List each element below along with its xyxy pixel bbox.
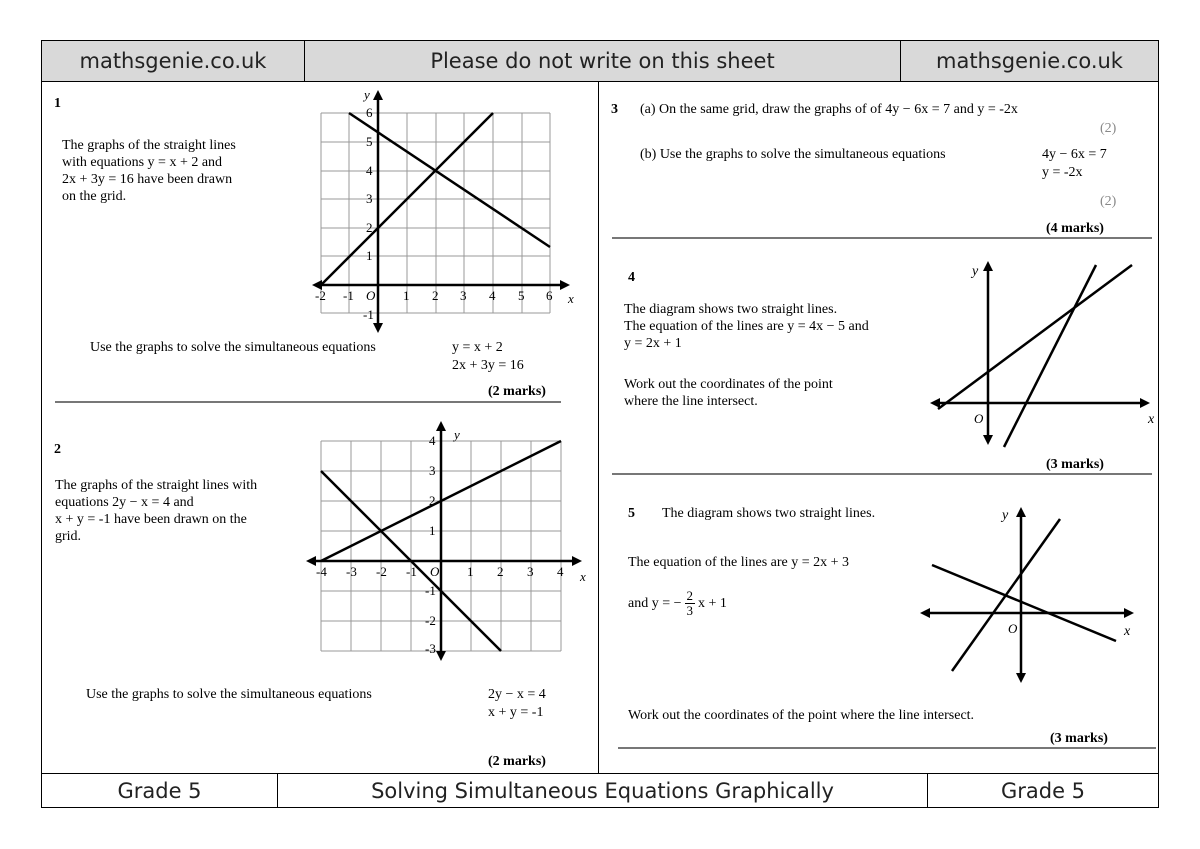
q1-xtick: 2 [432, 288, 439, 303]
q2-marks: (2 marks) [488, 754, 546, 769]
q2-text-line: The graphs of the straight lines with [55, 478, 258, 493]
q2-text-line: x + y = -1 have been drawn on the [55, 512, 247, 527]
q5-text2 [628, 589, 727, 618]
q5-instruction: Work out the coordinates of the point where the line intersect. [628, 708, 975, 723]
q5-origin-label: O [1008, 621, 1018, 636]
q4-separator [612, 473, 1152, 475]
q3-part-a: (a) On the same grid, draw the graphs of of 4y − 6x = 7 and y = -2x [640, 102, 1018, 117]
q1-x-label: x [568, 291, 574, 306]
q1-xtick: 4 [489, 288, 496, 303]
q4-instruction-line: Work out the coordinates of the point [624, 377, 833, 392]
q3-eq2: y = -2x [1042, 165, 1083, 180]
q5-separator [618, 747, 1156, 749]
q1-ytick: 5 [366, 134, 373, 149]
q2-xtick: -1 [406, 564, 417, 579]
q1-grid [321, 113, 550, 313]
q4-origin-label: O [974, 411, 984, 426]
q1-marks: (2 marks) [488, 384, 546, 399]
q5-number: 5 [628, 506, 635, 521]
q2-x-arrow-left [306, 556, 316, 566]
q2-xtick: 2 [497, 564, 504, 579]
q1-eq1: y = x + 2 [452, 340, 503, 355]
q2-eq2: x + y = -1 [488, 705, 544, 720]
q5-x-arrow-left [920, 608, 930, 618]
header-right: mathsgenie.co.uk [900, 41, 1158, 81]
q2-text-line: grid. [55, 529, 82, 544]
q2-ytick: -1 [425, 583, 436, 598]
q5-frac-num: 2 [686, 588, 694, 603]
q1-xtick: 1 [403, 288, 410, 303]
q1-text-line: 2x + 3y = 16 have been drawn [62, 172, 233, 187]
q1-origin-label: O [366, 288, 376, 303]
q5-text1: The equation of the lines are y = 2x + 3 [628, 555, 850, 570]
q4-x-arrow [1140, 398, 1150, 408]
q4-text-line: The diagram shows two straight lines. [624, 302, 838, 317]
q1-text-line: with equations y = x + 2 and [62, 155, 223, 170]
q1-ytick: 6 [366, 105, 373, 120]
q3-marks: (4 marks) [1046, 221, 1104, 236]
q4-x-label: x [1148, 412, 1155, 427]
q1-number: 1 [54, 96, 61, 111]
q1-y-label: y [364, 87, 370, 102]
q5-text2-pre: and y = − [628, 596, 682, 611]
q1-eq2: 2x + 3y = 16 [452, 358, 524, 373]
q4-y-arrow [983, 261, 993, 271]
q1-text-line: The graphs of the straight lines [62, 138, 236, 153]
q3-number: 3 [611, 102, 618, 117]
q4-text-line: y = 2x + 1 [624, 336, 682, 351]
q5-x-label: x [1124, 624, 1131, 639]
q1-xtick: 3 [460, 288, 467, 303]
q1-text-line: on the grid. [62, 189, 127, 204]
q1-graph [304, 87, 584, 339]
header-center: Please do not write on this sheet [304, 41, 900, 81]
q2-text [55, 477, 325, 545]
q2-xtick: 1 [467, 564, 474, 579]
q4-instruction-line: where the line intersect. [624, 394, 758, 409]
q4-instruction [624, 376, 924, 410]
q5-marks: (3 marks) [1050, 731, 1108, 746]
q5-y-arrow [1016, 507, 1026, 517]
q4-line-b [1004, 265, 1096, 447]
q1-y-arrow [373, 90, 383, 100]
q5-fraction [685, 589, 696, 618]
q2-xtick: 3 [527, 564, 534, 579]
column-divider [598, 82, 599, 775]
q2-ytick: -3 [425, 641, 436, 656]
q2-xtick: 4 [557, 564, 564, 579]
q5-line-b [932, 565, 1116, 641]
q5-graph [916, 493, 1146, 689]
q1-xtick: -2 [315, 288, 326, 303]
q1-ytick: 3 [366, 191, 373, 206]
q4-y-arrow-down [983, 435, 993, 445]
q1-xtick: 5 [518, 288, 525, 303]
header-bar [42, 41, 1158, 82]
q2-origin-label: O [430, 564, 440, 579]
q1-x-arrow [560, 280, 570, 290]
q4-text [624, 301, 944, 352]
q2-xtick: -3 [346, 564, 357, 579]
footer-left: Grade 5 [117, 778, 202, 803]
q2-ytick: 2 [429, 493, 436, 508]
q1-ytick: -1 [363, 307, 374, 322]
q5-x-arrow [1124, 608, 1134, 618]
header-left: mathsgenie.co.uk [79, 49, 267, 73]
q5-text2-post: x + 1 [698, 596, 727, 611]
q2-number: 2 [54, 442, 61, 457]
worksheet [41, 40, 1159, 808]
q1-xtick: -1 [343, 288, 354, 303]
q1-ytick: 4 [366, 163, 373, 178]
q2-ytick: 3 [429, 463, 436, 478]
q4-marks: (3 marks) [1046, 457, 1104, 472]
q1-xtick: 6 [546, 288, 553, 303]
q3-part-a-marks: (2) [1100, 121, 1117, 136]
q5-y-arrow-down [1016, 673, 1026, 683]
q2-tick-labels [316, 427, 586, 656]
q5-y-label: y [1002, 508, 1009, 523]
q1-instruction: Use the graphs to solve the simultaneous equations [90, 340, 376, 355]
q3-separator [612, 237, 1152, 239]
q4-y-label: y [972, 264, 979, 279]
q2-ytick: 4 [429, 433, 436, 448]
q4-graph [928, 251, 1158, 451]
q2-y-arrow-down [436, 651, 446, 661]
q1-ytick: 1 [366, 248, 373, 263]
q1-tick-labels [315, 87, 574, 322]
q4-text-line: The equation of the lines are y = 4x − 5 and [624, 319, 869, 334]
footer-center: Solving Simultaneous Equations Graphically [277, 774, 927, 807]
q5-intro: The diagram shows two straight lines. [662, 506, 876, 521]
q3-eq1: 4y − 6x = 7 [1042, 147, 1107, 162]
q2-ytick: 1 [429, 523, 436, 538]
q3-part-b-marks: (2) [1100, 194, 1117, 209]
q2-y-arrow [436, 421, 446, 431]
q2-xtick: -2 [376, 564, 387, 579]
q2-axes [310, 429, 574, 653]
q2-x-arrow [572, 556, 582, 566]
q2-instruction: Use the graphs to solve the simultaneous equations [86, 687, 372, 702]
q2-x-label: x [580, 569, 586, 584]
q1-text [62, 137, 322, 205]
q4-x-arrow-left [930, 398, 940, 408]
q2-graph [304, 421, 594, 663]
q3-part-b: (b) Use the graphs to solve the simultaneous equations [640, 147, 946, 162]
q1-y-arrow-down [373, 323, 383, 333]
q2-ytick: -2 [425, 613, 436, 628]
footer-right: Grade 5 [927, 774, 1158, 807]
q5-frac-den: 3 [686, 603, 694, 618]
footer-bar [42, 773, 1158, 807]
q4-number: 4 [628, 270, 635, 285]
q2-text-line: equations 2y − x = 4 and [55, 495, 194, 510]
q1-ytick: 2 [366, 220, 373, 235]
q2-xtick: -4 [316, 564, 327, 579]
q1-separator [55, 401, 561, 403]
q2-eq1: 2y − x = 4 [488, 687, 546, 702]
q2-y-label: y [454, 427, 460, 442]
